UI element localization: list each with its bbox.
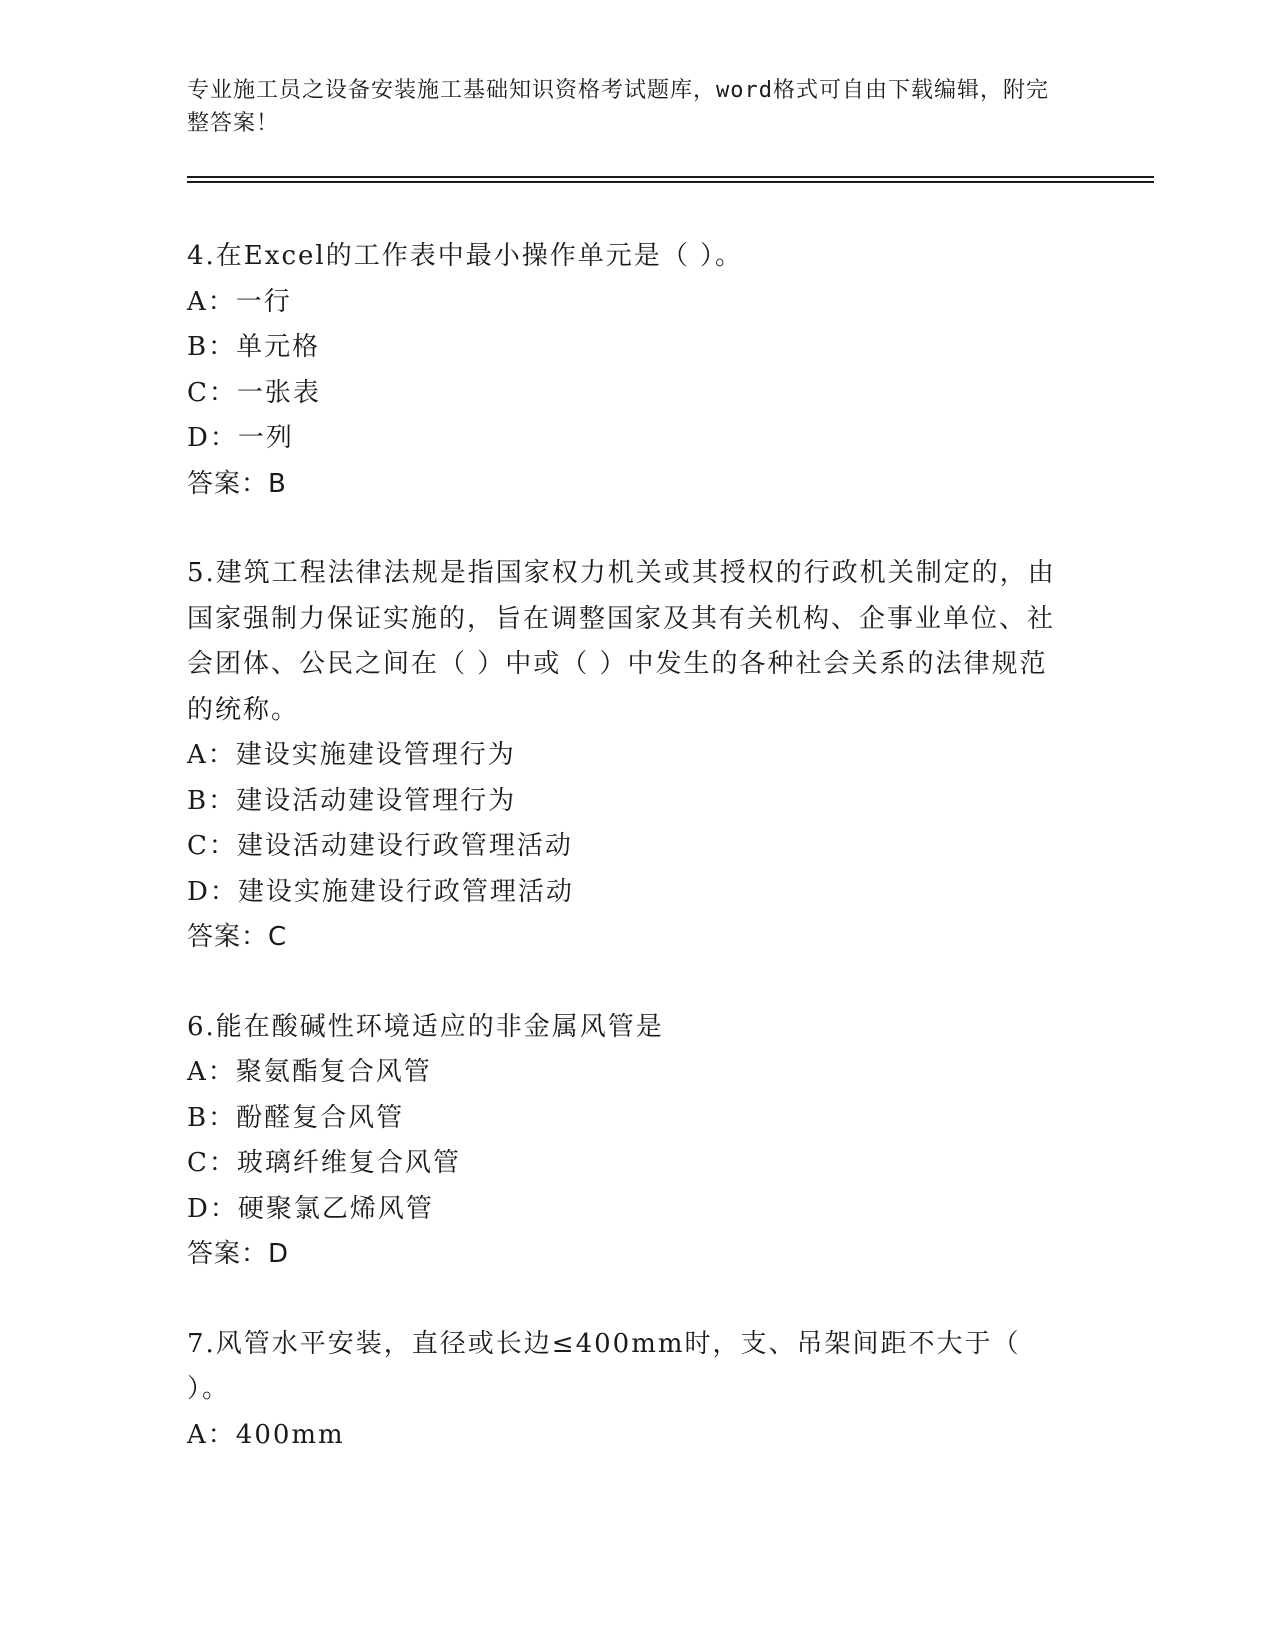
option-d: D：建设实施建设行政管理活动 <box>187 876 574 907</box>
answer-label: 答案：D <box>187 1239 290 1269</box>
option-a: A：聚氨酯复合风管 <box>187 1057 432 1087</box>
option-c: C：建设活动建设行政管理活动 <box>187 831 573 861</box>
question-stem: 6.能在酸碱性环境适应的非金属风管是 <box>187 1011 664 1042</box>
question-5 <box>187 551 1067 961</box>
question-6 <box>187 1005 1067 1278</box>
document-header: 专业施工员之设备安装施工基础知识资格考试题库，word格式可自由下载编辑，附完整答案！ <box>187 78 1049 136</box>
answer-label: 答案：B <box>187 468 287 499</box>
question-7 <box>187 1322 1067 1459</box>
option-b: B：单元格 <box>187 332 321 362</box>
question-stem: 4.在Excel的工作表中最小操作单元是（ ）。 <box>187 241 743 271</box>
option-c: C：一张表 <box>187 377 321 408</box>
answer-label: 答案：C <box>187 922 288 952</box>
option-a: A：400mm <box>187 1419 345 1450</box>
option-d: D：一列 <box>187 423 294 453</box>
question-list <box>187 234 1067 1502</box>
option-b: B：建设活动建设管理行为 <box>187 785 517 816</box>
option-a: A：建设实施建设管理行为 <box>187 740 516 770</box>
question-stem: 7.风管水平安装，直径或长边≤400mm时，支、吊架间距不大于（ ）。 <box>187 1328 1021 1404</box>
option-d: D：硬聚氯乙烯风管 <box>187 1193 434 1224</box>
question-stem: 5.建筑工程法律法规是指国家权力机关或其授权的行政机关制定的，由国家强制力保证实施的，旨在调整国家及其有关机构、企事业单位、社会团体、公民之间在（ ）中或（ ）中发生的各种社会关系的法律规范的统称。 <box>187 558 1056 725</box>
option-b: B：酚醛复合风管 <box>187 1102 405 1133</box>
header-divider <box>187 176 1154 183</box>
option-c: C：玻璃纤维复合风管 <box>187 1148 461 1178</box>
option-a: A：一行 <box>187 286 292 317</box>
question-4 <box>187 234 1067 507</box>
